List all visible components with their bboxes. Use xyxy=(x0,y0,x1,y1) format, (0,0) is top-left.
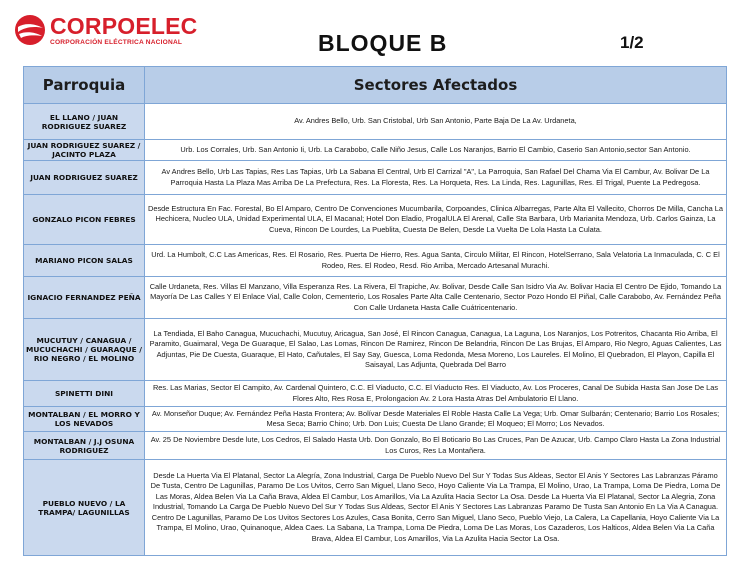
parish-cell: MUCUTUY / CANAGUA / MUCUCHACHI / GUARAQUE / RIO NEGRO / EL MOLINO xyxy=(24,319,145,381)
sectors-cell: Desde La Huerta Via El Platanal, Sector La Alegría, Zona Industrial, Carga De Pueblo Nuevo Del Sur Y Todas Sus Aldeas, Sector El Anis Y Sectores Las Labranzas Páramo De Tusta, Centro De Lagunillas, Paramo De Los Uvitos, Cerro San Miguel, Llano Seco, Hoyo Caliente Via La Trampa, El Molino, Urao, La Trampa, Loma De Piedra, Loma De Las Moras, Aldea Belen Via La Caña Brava, Aldea El Cambur, Los Amarillos, Via La Azulita Hacia Sector La Osa. Desde La Huerta Via El Platanal, Sector La Alegria, Zona Industrial, Tomando La Carga De Pueblo Nuevo Del Sur Y Todas Sus Aldeas, Sector El Anis Y Sectores Las Labranzas Paramo De Tusta San Antonio En La Via A Canagua. Centro De Lagunillas, Paramo De Los Uvitos Sectores Los Azules, Casa Bonita, Cerro San Miguel, Llano Seco, Pueblo Viejo, La Calera, La Capellania, Hoyo Caliente Via La Trampa, El Molino, Urao, Quinanoque, Aldea Caes. La Sabana, La Trampa, Loma De Piedra, Loma De Las Moras, Los Cazaderos, Los Halticos, Aldea Belen Via La Caña Brava, Aldea El Cambur, Los Amarillos, Via La Azulita Hacia Sector La Osa. xyxy=(145,460,727,556)
table-header-row xyxy=(24,67,727,104)
parish-cell: IGNACIO FERNANDEZ PEÑA xyxy=(24,277,145,319)
table-row xyxy=(24,407,727,432)
parish-cell: JUAN RODRIGUEZ SUAREZ xyxy=(24,161,145,195)
page-number: 1/2 xyxy=(620,33,644,52)
sectors-cell: Res. Las Marias, Sector El Campito, Av. Cardenal Quintero, C.C. El Viaducto, C.C. El Viaducto Res. El Viaducto, Av. Los Proceres, Canal De Subida Hasta San Jose De Las Flores Alto, Res Rosa E, Prolongacion Av. 2 Lora Hasta Atras Del Ambulatorio El Llano. xyxy=(145,381,727,407)
table-row xyxy=(24,104,727,140)
page-title: BLOQUE B xyxy=(318,30,448,56)
corpoelec-logo xyxy=(14,14,197,46)
sectors-cell: Calle Urdaneta, Res. Villas El Manzano, Villa Esperanza Res. La Rivera, El Trapiche, Av. Bolivar, Desde Calle San Isidro Via Av. Bolivar Hacia El Centro De Ejido, Tomando La Mayoría De Las Calles Y El Enlace Vial, Calle Colon, Cementerio, Los Rosales Parte Alta Calle Centenario, Sector Pozo Hondo El Piñal, Calle Carabobo, Av. Fernández Peña Con Calle Urdaneta Hasta Calle Cuátricentenario. xyxy=(145,277,727,319)
table-row xyxy=(24,432,727,460)
sectors-cell: Av. 25 De Noviembre Desde lute, Los Cedros, El Salado Hasta Urb. Don Gonzalo, Bo El Boticario Bo Las Cruces, Pan De Azucar, Urb. Campo Claro Hasta La Zona Industrial Los Curos, Res La Montañera. xyxy=(145,432,727,460)
brand-subtitle: CORPORACIÓN ELÉCTRICA NACIONAL xyxy=(50,39,183,46)
parish-cell: PUEBLO NUEVO / LA TRAMPA/ LAGUNILLAS xyxy=(24,460,145,556)
table-row xyxy=(24,161,727,195)
affected-sectors-table xyxy=(23,66,727,556)
corpoelec-logo-icon xyxy=(14,14,46,46)
parish-cell: MONTALBAN / EL MORRO Y LOS NEVADOS xyxy=(24,407,145,432)
sectors-cell: Av Andres Bello, Urb Las Tapias, Res Las Tapias, Urb La Sabana El Central, Urb El Carrizal "A", La Parroquia, San Rafael Del Chama Via El Cambur, Av. Bolivar De La Parroquia Hasta La Plaza Mas Arriba De La Prefectura, Res. La Floresta, Res. La Horqueta, Res. La Linda, Res. Lagunillas, Res. El Trigal, Puente La Pedregosa. xyxy=(145,161,727,195)
sectors-cell: Desde Estructura En Fac. Forestal, Bo El Amparo, Centro De Convenciones Mucumbarila, Corpoandes, Clinica Albarregas, Parte Alta El Vallecito, Chorros De Milla, Cancha La Hechicera, Nucleo ULA, Unidad Experimental ULA, El Macanal; Hotel Don Eladio, ProgalULA El Arenal, Calle Sta Barbara, Urb Marianita Mendoza, Urb. Carlos Gainza, La Cueva, Rincon De Lourdes, La Pueblita, Cuesta De Belen, Desde La Vuelta De Lola Hasta La Culata. xyxy=(145,195,727,245)
table-row xyxy=(24,195,727,245)
sectors-column-header: Sectores Afectados xyxy=(145,67,727,104)
sectors-cell: Urd. La Humbolt, C.C Las Americas, Res. El Rosario, Res. Puerta De Hierro, Res. Agua Santa, Circulo Militar, El Rincon, HotelSerrano, Sala Velatoria La Inmaculada, C. C El Rodeo, Res. El Rodeo, Resd. Rio Arriba, Mercado Artesanal Murachi. xyxy=(145,245,727,277)
table-row xyxy=(24,140,727,161)
table-row xyxy=(24,381,727,407)
parish-cell: MONTALBAN / J.J OSUNA RODRIGUEZ xyxy=(24,432,145,460)
page-header xyxy=(0,0,750,64)
sectors-cell: Urb. Los Corrales, Urb. San Antonio Ii, Urb. La Carabobo, Calle Niño Jesus, Calle Los Naranjos, Barrio El Cambio, Caserio San Antonio,sector San Antonio. xyxy=(145,140,727,161)
table-row xyxy=(24,245,727,277)
parish-cell: SPINETTI DINI xyxy=(24,381,145,407)
sectors-cell: La Tendiada, El Baho Canagua, Mucuchachi, Mucutuy, Aricagua, San José, El Rincon Canagua, Canagua, La Laguna, Los Naranjos, Los Potreritos, Chacanta Rio Arriba, El Paramito, Guaimaral, Vega De Guaraque, El Salao, Las Lomas, Rincon De Ramirez, Rincon De Belandria, Rincon De Las Brujas, El Amparo, Rio Negro, Aguas Calientes, Las Adjuntas, Pie De Cuesta, Guaraque, El Hato, Cañutales, El Say Say, Guesca, Loma Redonda, Mesa Moreno, Los Laureles. El Molino, El Quebradon, El Playon, Capilla El Saisayal, Las Adjunta, Quebrada Del Barro xyxy=(145,319,727,381)
parish-cell: MARIANO PICON SALAS xyxy=(24,245,145,277)
table-row xyxy=(24,319,727,381)
sectors-cell: Av. Andres Bello, Urb. San Cristobal, Urb San Antonio, Parte Baja De La Av. Urdaneta, xyxy=(145,104,727,140)
parish-column-header: Parroquia xyxy=(24,67,145,104)
parish-cell: EL LLANO / JUAN RODRIGUEZ SUAREZ xyxy=(24,104,145,140)
table-row xyxy=(24,460,727,556)
parish-cell: JUAN RODRIGUEZ SUAREZ / JACINTO PLAZA xyxy=(24,140,145,161)
parish-cell: GONZALO PICON FEBRES xyxy=(24,195,145,245)
table-row xyxy=(24,277,727,319)
brand-name: CORPOELEC xyxy=(50,13,198,39)
sectors-cell: Av. Monseñor Duque; Av. Fernández Peña Hasta Frontera; Av. Bolívar Desde Materiales El Roble Hasta Calle La Vega; Urb. Omar Sulbarán; Centenario; Barrio Los Rosales; Mesa Seca; Barrio Chino; Urb. Don Luis; Cuesta De Llano Grande; El Moqueo; El Morro; Los Nevados. xyxy=(145,407,727,432)
